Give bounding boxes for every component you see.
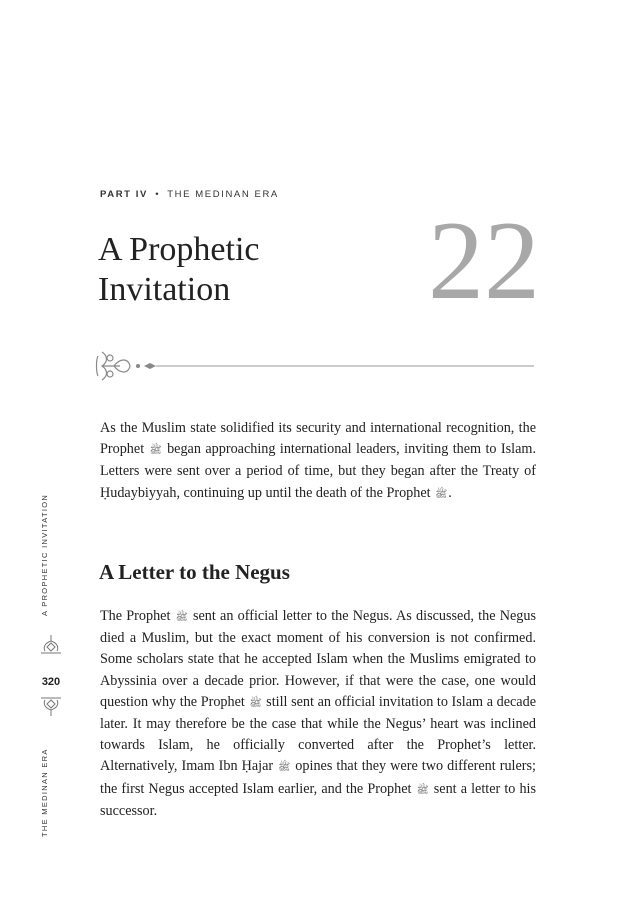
salutation-symbol: ﷺ bbox=[149, 445, 162, 457]
running-title-chapter: A PROPHETIC INVITATION bbox=[40, 493, 49, 617]
chapter-title-line2: Invitation bbox=[98, 271, 231, 308]
intro-paragraph bbox=[100, 418, 536, 505]
salutation-symbol: ﷺ bbox=[249, 697, 262, 709]
chapter-title-line1: A Prophetic bbox=[98, 231, 260, 268]
part-separator: • bbox=[155, 189, 161, 200]
salutation-symbol: ﷺ bbox=[416, 784, 429, 796]
text-span: sent an official letter to the Negus. As discussed, the Negus died a Muslim, but the exact moment of his conversion is not confirmed. Some scholars state that he accepted Islam when the Muslims emigrated to Abyssinia over a decade prior. However, if that were the case, one would question why the Prophet bbox=[100, 608, 536, 710]
side-running-header bbox=[40, 490, 62, 840]
ornament-icon bbox=[39, 696, 63, 718]
chapter-title bbox=[98, 230, 259, 310]
section-paragraph bbox=[100, 606, 536, 822]
page-number: 320 bbox=[41, 676, 61, 688]
ornamental-divider bbox=[94, 346, 536, 386]
salutation-symbol: ﷺ bbox=[435, 488, 448, 500]
text-span: sent a letter to his successor. bbox=[100, 780, 537, 819]
text-span: began approaching international leaders, inviting them to Islam. Letters were sent over a period of time, but they began after the Treaty of Ḥudaybiyyah, continuing up until the death of the Prophet bbox=[100, 441, 537, 501]
part-name: THE MEDINAN ERA bbox=[167, 189, 279, 200]
running-title-part: THE MEDINAN ERA bbox=[40, 748, 49, 837]
salutation-symbol: ﷺ bbox=[278, 762, 291, 774]
part-number: PART IV bbox=[100, 189, 148, 200]
text-span: The Prophet bbox=[100, 608, 175, 624]
ornament-icon bbox=[39, 633, 63, 655]
part-label bbox=[100, 189, 279, 200]
text-span: As the Muslim state solidified its security and international recognition, the Prophet bbox=[100, 420, 536, 458]
text-span: opines that they were two different rulers; the first Negus accepted Islam earlier, and the Prophet bbox=[100, 758, 536, 797]
text-span: . bbox=[448, 484, 452, 501]
section-heading: A Letter to the Negus bbox=[99, 560, 290, 584]
chapter-number: 22 bbox=[428, 199, 540, 323]
salutation-symbol: ﷺ bbox=[175, 612, 188, 623]
text-span: still sent an official invitation to Islam a decade later. It may therefore be the case that while the Negus’ heart was inclined towards Islam, he officially converted after the Prophet’s letter. Alternatively, Imam Ibn Ḥajar bbox=[100, 693, 536, 775]
